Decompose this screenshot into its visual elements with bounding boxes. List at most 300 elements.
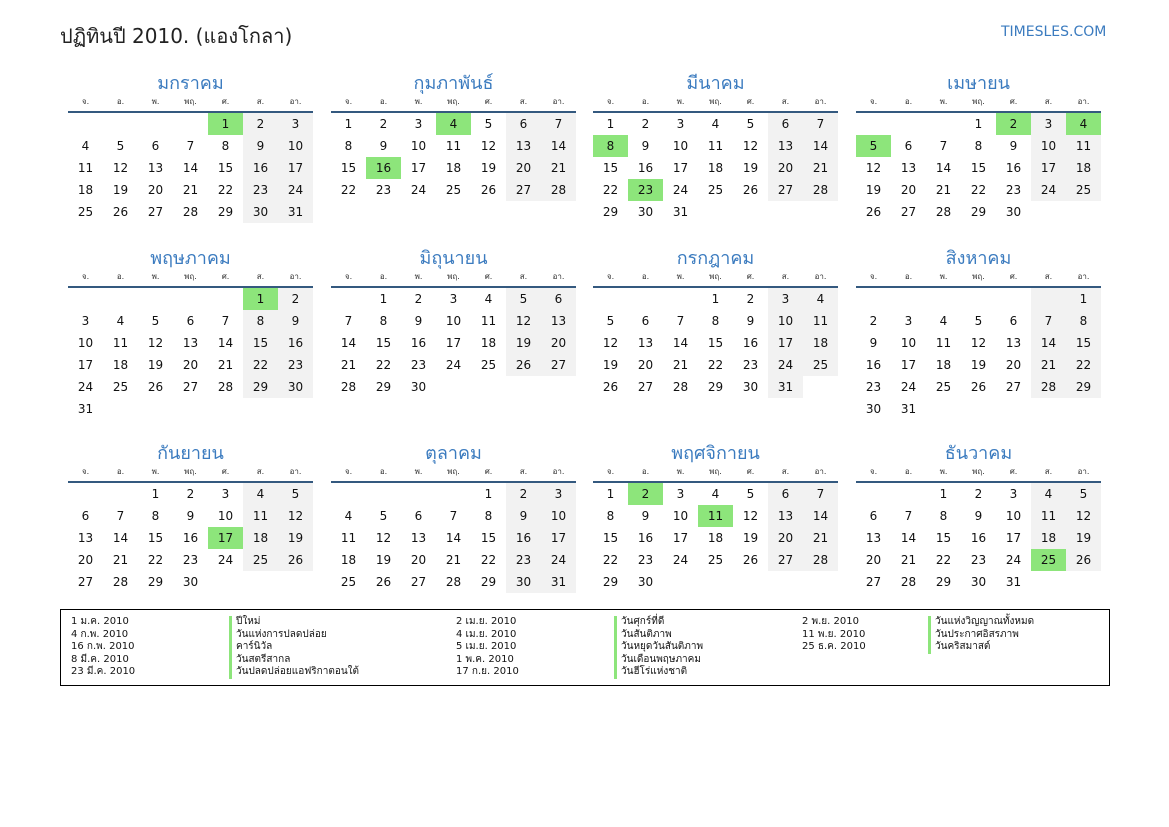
day-cell: 23 (1005, 183, 1022, 197)
empty-day-cell (173, 113, 208, 135)
day-cell: 24 (672, 183, 689, 197)
day-cell: 25 (77, 205, 94, 219)
day-cell: 17 (410, 161, 427, 175)
day-cell: 19 (602, 358, 619, 372)
weekday-header (68, 97, 313, 113)
day-cell: 6 (414, 509, 423, 523)
day-grid (856, 483, 1101, 593)
day-cell: 16 (742, 336, 759, 350)
day-cell: 27 (768, 179, 803, 201)
day-cell: 18 (340, 553, 357, 567)
day-cell: 5 (746, 117, 755, 131)
day-cell: 24 (1031, 179, 1066, 201)
empty-day-cell (926, 288, 961, 310)
day-cell: 11 (445, 139, 462, 153)
day-cell: 30 (410, 380, 427, 394)
day-cell: 17 (900, 358, 917, 372)
day-cell: 30 (637, 575, 654, 589)
weekday-label: พฤ. (184, 467, 197, 476)
weekday-label: ส. (1044, 467, 1053, 476)
day-cell: 6 (1009, 314, 1018, 328)
day-cell: 6 (768, 483, 803, 505)
day-cell: 25 (340, 575, 357, 589)
day-cell: 29 (602, 205, 619, 219)
day-cell: 1 (606, 117, 615, 131)
day-cell: 19 (278, 527, 313, 549)
day-cell: 9 (278, 310, 313, 332)
weekday-label: พฤ. (972, 467, 985, 476)
day-cell: 3 (676, 487, 685, 501)
day-cell: 17 (1005, 531, 1022, 545)
day-cell: 16 (243, 157, 278, 179)
day-cell: 4 (1066, 113, 1101, 135)
day-cell: 11 (112, 336, 129, 350)
day-cell: 29 (375, 380, 392, 394)
legend-date: 8 มี.ค. 2010 (71, 653, 129, 665)
day-cell: 14 (803, 135, 838, 157)
day-cell: 25 (445, 183, 462, 197)
day-grid (593, 113, 838, 223)
day-cell: 3 (904, 314, 913, 328)
legend-holiday-name: วันสตรีสากล (229, 654, 359, 667)
day-cell: 18 (935, 358, 952, 372)
day-cell: 14 (672, 336, 689, 350)
day-cell: 23 (742, 358, 759, 372)
day-cell: 27 (410, 575, 427, 589)
day-cell: 13 (541, 310, 576, 332)
day-cell: 12 (742, 509, 759, 523)
weekday-label: อา. (1077, 467, 1090, 476)
day-cell: 9 (641, 139, 650, 153)
weekday-label: พ. (676, 272, 685, 281)
day-cell: 6 (541, 288, 576, 310)
day-cell: 7 (803, 483, 838, 505)
day-cell: 23 (410, 358, 427, 372)
day-cell: 9 (186, 509, 195, 523)
day-cell: 12 (375, 531, 392, 545)
day-cell: 2 (746, 292, 755, 306)
day-cell: 13 (1005, 336, 1022, 350)
day-cell: 31 (900, 402, 917, 416)
day-cell: 1 (939, 487, 948, 501)
day-cell: 7 (541, 113, 576, 135)
day-cell: 2 (506, 483, 541, 505)
day-cell: 2 (869, 314, 878, 328)
day-cell: 29 (970, 205, 987, 219)
day-cell: 20 (147, 183, 164, 197)
day-cell: 9 (506, 505, 541, 527)
day-cell: 10 (541, 505, 576, 527)
day-cell: 26 (865, 205, 882, 219)
day-grid (593, 288, 838, 398)
day-cell: 30 (1005, 205, 1022, 219)
day-cell: 28 (803, 179, 838, 201)
month-name: เมษายน (947, 73, 1010, 94)
day-cell: 7 (803, 113, 838, 135)
legend-holiday-name: วันเดือนพฤษภาคม (614, 654, 703, 667)
legend-dates-col-1 (71, 616, 135, 679)
day-cell: 12 (112, 161, 129, 175)
day-cell: 11 (1066, 135, 1101, 157)
empty-day-cell (856, 113, 891, 135)
weekday-label: อ. (904, 467, 913, 476)
day-cell: 7 (116, 509, 125, 523)
month-name: พฤษภาคม (150, 248, 231, 269)
day-cell: 13 (506, 135, 541, 157)
day-cell: 27 (77, 575, 94, 589)
day-cell: 4 (711, 117, 720, 131)
day-cell: 23 (375, 183, 392, 197)
day-cell: 8 (606, 509, 615, 523)
weekday-header (331, 272, 576, 288)
day-cell: 25 (707, 553, 724, 567)
day-cell: 27 (637, 380, 654, 394)
weekday-label: อ. (641, 467, 650, 476)
empty-day-cell (663, 288, 698, 310)
day-cell: 21 (900, 553, 917, 567)
weekday-label: อา. (289, 272, 302, 281)
day-cell: 20 (182, 358, 199, 372)
day-cell: 5 (151, 314, 160, 328)
day-cell: 21 (182, 183, 199, 197)
day-cell: 7 (186, 139, 195, 153)
month-block (331, 71, 576, 201)
day-cell: 8 (484, 509, 493, 523)
day-cell: 2 (641, 117, 650, 131)
day-cell: 6 (151, 139, 160, 153)
day-cell: 11 (340, 531, 357, 545)
legend-holiday-name: วันแห่งวิญญาณทั้งหมด (928, 616, 1034, 629)
day-cell: 28 (900, 575, 917, 589)
empty-day-cell (138, 113, 173, 135)
month-block (331, 441, 576, 593)
day-cell: 4 (1031, 483, 1066, 505)
day-cell: 27 (768, 549, 803, 571)
weekday-label: ศ. (221, 272, 230, 281)
month-name: มีนาคม (686, 73, 745, 94)
day-cell: 8 (379, 314, 388, 328)
day-cell: 23 (506, 549, 541, 571)
day-cell: 28 (340, 380, 357, 394)
day-cell: 14 (803, 505, 838, 527)
day-cell: 24 (278, 179, 313, 201)
day-cell: 19 (742, 161, 759, 175)
day-grid (68, 483, 313, 593)
legend-holiday-name: คาร์นิวัล (229, 641, 359, 654)
day-cell: 19 (970, 358, 987, 372)
weekday-label: พฤ. (184, 97, 197, 106)
empty-day-cell (628, 288, 663, 310)
day-cell: 1 (974, 117, 983, 131)
empty-day-cell (926, 113, 961, 135)
weekday-label: อ. (116, 272, 125, 281)
day-cell: 3 (768, 288, 803, 310)
day-cell: 31 (1005, 575, 1022, 589)
day-cell: 22 (602, 183, 619, 197)
legend-names-col-3 (928, 616, 1034, 654)
day-cell: 18 (1031, 527, 1066, 549)
day-cell: 13 (182, 336, 199, 350)
empty-day-cell (366, 483, 401, 505)
day-cell: 14 (1031, 332, 1066, 354)
legend-holiday-name: วันฮีโร่แห่งชาติ (614, 666, 703, 679)
day-cell: 9 (869, 336, 878, 350)
site-link[interactable]: TIMESLES.COM (1001, 24, 1107, 40)
day-cell: 20 (506, 157, 541, 179)
day-cell: 10 (77, 336, 94, 350)
weekday-label: พ. (939, 272, 948, 281)
day-cell: 30 (182, 575, 199, 589)
day-cell: 28 (541, 179, 576, 201)
day-cell: 15 (970, 161, 987, 175)
day-cell: 12 (1066, 505, 1101, 527)
month-name: ธันวาคม (944, 443, 1013, 464)
legend-date: 25 ธ.ค. 2010 (802, 641, 866, 652)
day-cell: 22 (147, 553, 164, 567)
weekday-label: ส. (1044, 97, 1053, 106)
day-cell: 11 (935, 336, 952, 350)
day-cell: 26 (602, 380, 619, 394)
day-cell: 19 (375, 553, 392, 567)
day-cell: 11 (707, 139, 724, 153)
legend-date: 4 เม.ย. 2010 (456, 628, 517, 640)
legend-holiday-name: วันสันติภาพ (614, 629, 703, 642)
day-cell: 27 (900, 205, 917, 219)
day-cell: 3 (81, 314, 90, 328)
day-cell: 19 (506, 332, 541, 354)
weekday-label: จ. (869, 272, 878, 281)
weekday-label: ศ. (1009, 97, 1018, 106)
day-cell: 28 (182, 205, 199, 219)
day-cell: 10 (672, 509, 689, 523)
day-cell: 16 (865, 358, 882, 372)
day-cell: 1 (711, 292, 720, 306)
day-cell: 3 (221, 487, 230, 501)
day-cell: 23 (637, 553, 654, 567)
weekday-header (856, 467, 1101, 483)
day-cell: 7 (344, 314, 353, 328)
day-cell: 31 (278, 201, 313, 223)
day-cell: 13 (77, 531, 94, 545)
day-cell: 12 (480, 139, 497, 153)
day-cell: 9 (379, 139, 388, 153)
day-grid (331, 113, 576, 201)
day-cell: 15 (243, 332, 278, 354)
day-cell: 11 (243, 505, 278, 527)
legend-holiday-name: วันแห่งการปลดปล่อย (229, 629, 359, 642)
weekday-label: จ. (344, 272, 353, 281)
day-cell: 13 (637, 336, 654, 350)
day-cell: 15 (1066, 332, 1101, 354)
empty-day-cell (208, 288, 243, 310)
day-cell: 25 (480, 358, 497, 372)
day-cell: 21 (112, 553, 129, 567)
day-cell: 24 (1005, 553, 1022, 567)
empty-day-cell (856, 288, 891, 310)
day-cell: 27 (182, 380, 199, 394)
month-name: กรกฎาคม (676, 248, 755, 269)
weekday-label: อา. (814, 467, 827, 476)
weekday-label: ส. (256, 272, 265, 281)
month-name: กันยายน (157, 443, 224, 464)
day-cell: 13 (768, 505, 803, 527)
day-cell: 15 (340, 161, 357, 175)
month-block (856, 71, 1101, 223)
day-cell: 19 (147, 358, 164, 372)
day-cell: 24 (217, 553, 234, 567)
day-cell: 27 (1005, 380, 1022, 394)
day-cell: 10 (768, 310, 803, 332)
day-cell: 31 (541, 571, 576, 593)
day-cell: 22 (217, 183, 234, 197)
weekday-label: ส. (519, 272, 528, 281)
legend-holiday-name: วันคริสมาสต์ (928, 641, 1034, 654)
day-cell: 4 (344, 509, 353, 523)
day-cell: 18 (112, 358, 129, 372)
day-cell: 8 (221, 139, 230, 153)
weekday-label: พฤ. (972, 272, 985, 281)
day-cell: 28 (445, 575, 462, 589)
day-cell: 4 (81, 139, 90, 153)
day-grid (331, 483, 576, 593)
day-cell: 5 (379, 509, 388, 523)
day-cell: 16 (637, 161, 654, 175)
day-cell: 3 (541, 483, 576, 505)
weekday-label: พฤ. (709, 272, 722, 281)
day-cell: 21 (803, 527, 838, 549)
day-cell: 1 (243, 288, 278, 310)
day-cell: 16 (278, 332, 313, 354)
day-cell: 6 (506, 113, 541, 135)
day-cell: 28 (1031, 376, 1066, 398)
day-grid (856, 288, 1101, 420)
day-cell: 9 (974, 509, 983, 523)
day-cell: 29 (602, 575, 619, 589)
weekday-label: ส. (519, 467, 528, 476)
day-cell: 22 (480, 553, 497, 567)
day-cell: 24 (445, 358, 462, 372)
legend-holiday-name: ปีใหม่ (229, 616, 359, 629)
day-cell: 6 (186, 314, 195, 328)
day-cell: 24 (410, 183, 427, 197)
month-name: กุมภาพันธ์ (413, 73, 494, 94)
day-cell: 25 (803, 354, 838, 376)
legend-holiday-name: วันศุกร์ที่ดี (614, 616, 703, 629)
weekday-label: อ. (116, 97, 125, 106)
month-block (68, 71, 313, 223)
day-cell: 14 (935, 161, 952, 175)
day-cell: 21 (1031, 354, 1066, 376)
day-cell: 14 (217, 336, 234, 350)
day-cell: 2 (379, 117, 388, 131)
legend-dates-col-2 (456, 616, 519, 679)
day-cell: 9 (243, 135, 278, 157)
weekday-label: จ. (344, 97, 353, 106)
day-cell: 12 (865, 161, 882, 175)
day-cell: 31 (768, 376, 803, 398)
day-cell: 22 (602, 553, 619, 567)
day-cell: 15 (217, 161, 234, 175)
empty-day-cell (1031, 288, 1066, 310)
day-cell: 10 (410, 139, 427, 153)
day-cell: 26 (375, 575, 392, 589)
day-cell: 20 (410, 553, 427, 567)
weekday-label: พฤ. (447, 272, 460, 281)
day-cell: 26 (278, 549, 313, 571)
day-cell: 20 (768, 527, 803, 549)
day-cell: 29 (217, 205, 234, 219)
day-cell: 20 (637, 358, 654, 372)
day-cell: 20 (768, 157, 803, 179)
day-cell: 1 (151, 487, 160, 501)
month-name: สิงหาคม (945, 248, 1012, 269)
day-cell: 6 (869, 509, 878, 523)
day-cell: 8 (974, 139, 983, 153)
day-cell: 7 (1031, 310, 1066, 332)
day-cell: 10 (672, 139, 689, 153)
day-cell: 15 (935, 531, 952, 545)
day-cell: 29 (935, 575, 952, 589)
weekday-header (331, 97, 576, 113)
day-cell: 27 (541, 354, 576, 376)
day-cell: 21 (672, 358, 689, 372)
day-grid (593, 483, 838, 593)
day-cell: 14 (445, 531, 462, 545)
weekday-label: ศ. (484, 97, 493, 106)
weekday-label: จ. (869, 97, 878, 106)
empty-day-cell (103, 288, 138, 310)
day-cell: 18 (445, 161, 462, 175)
weekday-label: พฤ. (184, 272, 197, 281)
weekday-header (68, 467, 313, 483)
weekday-label: ส. (256, 97, 265, 106)
weekday-label: อ. (379, 467, 388, 476)
day-cell: 26 (742, 183, 759, 197)
day-cell: 18 (707, 161, 724, 175)
day-cell: 2 (414, 292, 423, 306)
day-cell: 2 (628, 483, 663, 505)
day-cell: 5 (974, 314, 983, 328)
day-cell: 22 (935, 553, 952, 567)
weekday-header (593, 97, 838, 113)
empty-day-cell (103, 113, 138, 135)
weekday-label: อ. (904, 97, 913, 106)
day-cell: 22 (375, 358, 392, 372)
day-cell: 25 (1031, 549, 1066, 571)
weekday-header (856, 97, 1101, 113)
day-cell: 25 (707, 183, 724, 197)
day-cell: 4 (939, 314, 948, 328)
empty-day-cell (68, 483, 103, 505)
day-cell: 17 (208, 527, 243, 549)
empty-day-cell (331, 483, 366, 505)
weekday-label: ส. (781, 272, 790, 281)
day-cell: 1 (208, 113, 243, 135)
month-name: พฤศจิกายน (671, 443, 760, 464)
day-cell: 30 (970, 575, 987, 589)
day-cell: 21 (935, 183, 952, 197)
empty-day-cell (436, 483, 471, 505)
day-cell: 5 (484, 117, 493, 131)
month-block (593, 71, 838, 223)
day-cell: 12 (742, 139, 759, 153)
day-cell: 23 (182, 553, 199, 567)
day-cell: 26 (506, 354, 541, 376)
day-cell: 23 (865, 380, 882, 394)
day-cell: 16 (970, 531, 987, 545)
day-cell: 1 (344, 117, 353, 131)
day-cell: 6 (641, 314, 650, 328)
